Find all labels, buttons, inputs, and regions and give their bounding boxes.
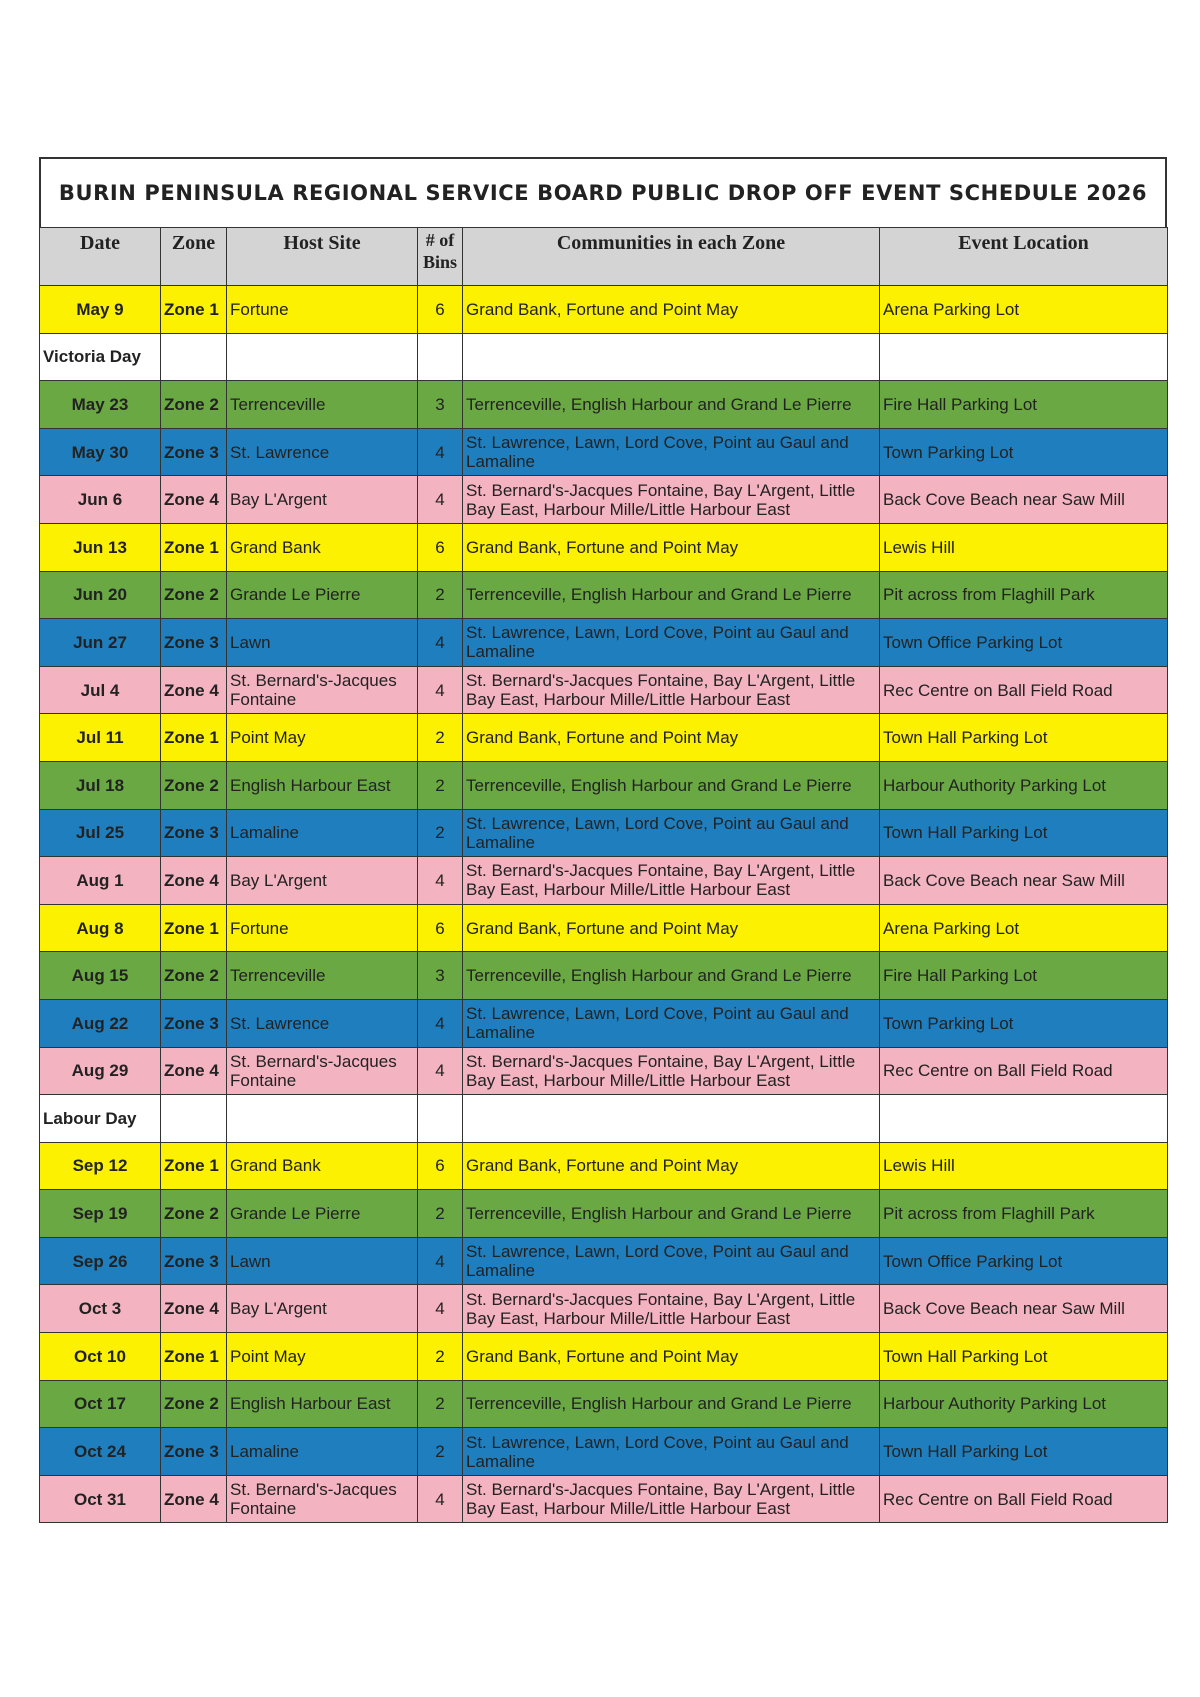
cell-communities: Grand Bank, Fortune and Point May — [463, 286, 880, 334]
schedule-body — [40, 286, 1168, 1523]
cell-communities: St. Lawrence, Lawn, Lord Cove, Point au Gaul and Lamaline — [463, 619, 880, 667]
table-row — [40, 1475, 1168, 1523]
cell-zone: Zone 3 — [161, 428, 227, 476]
cell-bins: 3 — [418, 952, 463, 1000]
cell-date: Sep 26 — [40, 1237, 161, 1285]
cell-host-site: St. Bernard's-Jacques Fontaine — [227, 1475, 418, 1523]
cell-zone: Zone 3 — [161, 619, 227, 667]
cell-bins: 2 — [418, 1380, 463, 1428]
cell-communities: Terrenceville, English Harbour and Grand Le Pierre — [463, 761, 880, 809]
cell-bins: 6 — [418, 904, 463, 952]
table-row — [40, 428, 1168, 476]
cell-communities: St. Bernard's-Jacques Fontaine, Bay L'Argent, Little Bay East, Harbour Mille/Little Harbour East — [463, 476, 880, 524]
cell-communities: Grand Bank, Fortune and Point May — [463, 1142, 880, 1190]
cell-host-site: English Harbour East — [227, 1380, 418, 1428]
cell-date: May 9 — [40, 286, 161, 334]
cell-bins: 6 — [418, 523, 463, 571]
cell-event-location: Fire Hall Parking Lot — [880, 381, 1168, 429]
table-row — [40, 1428, 1168, 1476]
table-row — [40, 1380, 1168, 1428]
table-row — [40, 476, 1168, 524]
cell-date: Sep 12 — [40, 1142, 161, 1190]
cell-host-site: St. Bernard's-Jacques Fontaine — [227, 666, 418, 714]
cell-host-site: Bay L'Argent — [227, 1285, 418, 1333]
cell-communities — [463, 333, 880, 381]
cell-zone: Zone 1 — [161, 1333, 227, 1381]
cell-date: Oct 31 — [40, 1475, 161, 1523]
table-row — [40, 952, 1168, 1000]
table-row — [40, 1190, 1168, 1238]
schedule-table — [39, 227, 1168, 1523]
table-row — [40, 1095, 1168, 1143]
cell-host-site: Lamaline — [227, 1428, 418, 1476]
cell-zone: Zone 1 — [161, 714, 227, 762]
cell-event-location: Town Hall Parking Lot — [880, 1333, 1168, 1381]
table-row — [40, 857, 1168, 905]
cell-communities: Terrenceville, English Harbour and Grand Le Pierre — [463, 571, 880, 619]
cell-date: Oct 17 — [40, 1380, 161, 1428]
header-communities: Communities in each Zone — [463, 228, 880, 286]
cell-event-location: Back Cove Beach near Saw Mill — [880, 857, 1168, 905]
cell-host-site: Terrenceville — [227, 381, 418, 429]
title-box — [39, 157, 1167, 227]
cell-bins: 2 — [418, 1190, 463, 1238]
table-row — [40, 381, 1168, 429]
cell-bins: 2 — [418, 571, 463, 619]
cell-bins: 4 — [418, 1475, 463, 1523]
cell-zone: Zone 4 — [161, 666, 227, 714]
cell-zone: Zone 2 — [161, 952, 227, 1000]
cell-zone: Zone 3 — [161, 999, 227, 1047]
cell-event-location: Back Cove Beach near Saw Mill — [880, 476, 1168, 524]
cell-bins — [418, 333, 463, 381]
cell-event-location — [880, 1095, 1168, 1143]
cell-bins: 6 — [418, 286, 463, 334]
cell-date: Oct 10 — [40, 1333, 161, 1381]
cell-zone: Zone 1 — [161, 286, 227, 334]
cell-bins: 4 — [418, 619, 463, 667]
cell-host-site: Grande Le Pierre — [227, 571, 418, 619]
cell-date: Aug 29 — [40, 1047, 161, 1095]
cell-host-site: Terrenceville — [227, 952, 418, 1000]
cell-zone: Zone 3 — [161, 1428, 227, 1476]
cell-host-site: Bay L'Argent — [227, 476, 418, 524]
cell-host-site: Grande Le Pierre — [227, 1190, 418, 1238]
cell-host-site: Bay L'Argent — [227, 857, 418, 905]
cell-bins: 4 — [418, 476, 463, 524]
cell-bins: 4 — [418, 666, 463, 714]
table-row — [40, 1237, 1168, 1285]
cell-event-location: Back Cove Beach near Saw Mill — [880, 1285, 1168, 1333]
cell-bins: 4 — [418, 1047, 463, 1095]
cell-host-site — [227, 333, 418, 381]
cell-zone: Zone 4 — [161, 1047, 227, 1095]
cell-event-location: Town Office Parking Lot — [880, 1237, 1168, 1285]
cell-bins — [418, 1095, 463, 1143]
table-row — [40, 904, 1168, 952]
cell-zone — [161, 333, 227, 381]
table-row — [40, 571, 1168, 619]
cell-host-site: Fortune — [227, 286, 418, 334]
header-bins: # of Bins — [418, 228, 463, 286]
cell-zone: Zone 1 — [161, 904, 227, 952]
cell-communities: Terrenceville, English Harbour and Grand Le Pierre — [463, 381, 880, 429]
cell-event-location: Town Parking Lot — [880, 428, 1168, 476]
header-date: Date — [40, 228, 161, 286]
cell-host-site: Grand Bank — [227, 1142, 418, 1190]
cell-host-site — [227, 1095, 418, 1143]
cell-communities: St. Bernard's-Jacques Fontaine, Bay L'Argent, Little Bay East, Harbour Mille/Little Harbour East — [463, 1475, 880, 1523]
cell-zone: Zone 2 — [161, 761, 227, 809]
cell-date: Jun 13 — [40, 523, 161, 571]
cell-bins: 4 — [418, 1285, 463, 1333]
cell-communities: Grand Bank, Fortune and Point May — [463, 714, 880, 762]
cell-zone — [161, 1095, 227, 1143]
cell-date: Jun 27 — [40, 619, 161, 667]
table-row — [40, 1333, 1168, 1381]
header-zone: Zone — [161, 228, 227, 286]
cell-date: Labour Day — [40, 1095, 161, 1143]
document-title: BURIN PENINSULA REGIONAL SERVICE BOARD PUBLIC DROP OFF EVENT SCHEDULE 2026 — [58, 181, 1148, 205]
cell-event-location — [880, 333, 1168, 381]
cell-communities: St. Bernard's-Jacques Fontaine, Bay L'Argent, Little Bay East, Harbour Mille/Little Harbour East — [463, 857, 880, 905]
cell-communities: Terrenceville, English Harbour and Grand Le Pierre — [463, 952, 880, 1000]
cell-communities: Grand Bank, Fortune and Point May — [463, 523, 880, 571]
cell-communities: St. Lawrence, Lawn, Lord Cove, Point au Gaul and Lamaline — [463, 999, 880, 1047]
cell-event-location: Town Hall Parking Lot — [880, 1428, 1168, 1476]
cell-date: Aug 15 — [40, 952, 161, 1000]
cell-communities: Terrenceville, English Harbour and Grand Le Pierre — [463, 1380, 880, 1428]
header-event-location: Event Location — [880, 228, 1168, 286]
cell-zone: Zone 4 — [161, 476, 227, 524]
cell-date: Jun 20 — [40, 571, 161, 619]
table-row — [40, 761, 1168, 809]
cell-date: Jun 6 — [40, 476, 161, 524]
cell-event-location: Town Hall Parking Lot — [880, 809, 1168, 857]
cell-date: Victoria Day — [40, 333, 161, 381]
cell-event-location: Fire Hall Parking Lot — [880, 952, 1168, 1000]
table-row — [40, 286, 1168, 334]
cell-date: Sep 19 — [40, 1190, 161, 1238]
cell-zone: Zone 2 — [161, 381, 227, 429]
cell-communities: Terrenceville, English Harbour and Grand Le Pierre — [463, 1190, 880, 1238]
cell-event-location: Rec Centre on Ball Field Road — [880, 1047, 1168, 1095]
cell-event-location: Pit across from Flaghill Park — [880, 571, 1168, 619]
cell-date: Aug 22 — [40, 999, 161, 1047]
cell-zone: Zone 3 — [161, 809, 227, 857]
cell-bins: 2 — [418, 714, 463, 762]
cell-date: May 23 — [40, 381, 161, 429]
cell-host-site: English Harbour East — [227, 761, 418, 809]
cell-communities: St. Lawrence, Lawn, Lord Cove, Point au Gaul and Lamaline — [463, 1428, 880, 1476]
cell-date: Oct 3 — [40, 1285, 161, 1333]
cell-event-location: Rec Centre on Ball Field Road — [880, 666, 1168, 714]
cell-bins: 2 — [418, 809, 463, 857]
cell-zone: Zone 4 — [161, 857, 227, 905]
table-row — [40, 333, 1168, 381]
cell-event-location: Rec Centre on Ball Field Road — [880, 1475, 1168, 1523]
cell-event-location: Harbour Authority Parking Lot — [880, 761, 1168, 809]
table-row — [40, 523, 1168, 571]
cell-date: Aug 1 — [40, 857, 161, 905]
cell-host-site: Fortune — [227, 904, 418, 952]
cell-communities: St. Lawrence, Lawn, Lord Cove, Point au Gaul and Lamaline — [463, 428, 880, 476]
cell-event-location: Arena Parking Lot — [880, 904, 1168, 952]
cell-communities: St. Bernard's-Jacques Fontaine, Bay L'Argent, Little Bay East, Harbour Mille/Little Harbour East — [463, 666, 880, 714]
cell-date: Jul 18 — [40, 761, 161, 809]
cell-bins: 4 — [418, 428, 463, 476]
cell-bins: 4 — [418, 1237, 463, 1285]
cell-host-site: Grand Bank — [227, 523, 418, 571]
header-row — [40, 228, 1168, 286]
cell-host-site: St. Lawrence — [227, 999, 418, 1047]
cell-communities: St. Bernard's-Jacques Fontaine, Bay L'Argent, Little Bay East, Harbour Mille/Little Harbour East — [463, 1047, 880, 1095]
cell-communities — [463, 1095, 880, 1143]
cell-zone: Zone 4 — [161, 1475, 227, 1523]
cell-host-site: Point May — [227, 714, 418, 762]
cell-bins: 2 — [418, 1428, 463, 1476]
cell-zone: Zone 2 — [161, 1380, 227, 1428]
cell-bins: 6 — [418, 1142, 463, 1190]
cell-date: May 30 — [40, 428, 161, 476]
cell-zone: Zone 1 — [161, 523, 227, 571]
cell-communities: St. Lawrence, Lawn, Lord Cove, Point au Gaul and Lamaline — [463, 1237, 880, 1285]
cell-event-location: Town Office Parking Lot — [880, 619, 1168, 667]
cell-event-location: Town Hall Parking Lot — [880, 714, 1168, 762]
cell-event-location: Lewis Hill — [880, 523, 1168, 571]
cell-event-location: Town Parking Lot — [880, 999, 1168, 1047]
cell-host-site: Lawn — [227, 1237, 418, 1285]
cell-date: Oct 24 — [40, 1428, 161, 1476]
table-row — [40, 809, 1168, 857]
cell-host-site: Lawn — [227, 619, 418, 667]
cell-bins: 2 — [418, 761, 463, 809]
header-host-site: Host Site — [227, 228, 418, 286]
cell-communities: Grand Bank, Fortune and Point May — [463, 1333, 880, 1381]
cell-event-location: Pit across from Flaghill Park — [880, 1190, 1168, 1238]
cell-zone: Zone 4 — [161, 1285, 227, 1333]
cell-communities: St. Bernard's-Jacques Fontaine, Bay L'Argent, Little Bay East, Harbour Mille/Little Harbour East — [463, 1285, 880, 1333]
cell-bins: 4 — [418, 999, 463, 1047]
cell-bins: 2 — [418, 1333, 463, 1381]
schedule-document — [39, 157, 1167, 1523]
table-row — [40, 666, 1168, 714]
cell-date: Jul 25 — [40, 809, 161, 857]
cell-communities: St. Lawrence, Lawn, Lord Cove, Point au Gaul and Lamaline — [463, 809, 880, 857]
cell-host-site: St. Lawrence — [227, 428, 418, 476]
cell-host-site: Point May — [227, 1333, 418, 1381]
cell-date: Aug 8 — [40, 904, 161, 952]
cell-zone: Zone 1 — [161, 1142, 227, 1190]
table-row — [40, 1285, 1168, 1333]
table-row — [40, 1142, 1168, 1190]
cell-bins: 3 — [418, 381, 463, 429]
cell-host-site: St. Bernard's-Jacques Fontaine — [227, 1047, 418, 1095]
cell-zone: Zone 3 — [161, 1237, 227, 1285]
cell-event-location: Arena Parking Lot — [880, 286, 1168, 334]
cell-date: Jul 4 — [40, 666, 161, 714]
cell-bins: 4 — [418, 857, 463, 905]
cell-communities: Grand Bank, Fortune and Point May — [463, 904, 880, 952]
cell-event-location: Lewis Hill — [880, 1142, 1168, 1190]
cell-event-location: Harbour Authority Parking Lot — [880, 1380, 1168, 1428]
cell-date: Jul 11 — [40, 714, 161, 762]
table-row — [40, 999, 1168, 1047]
cell-host-site: Lamaline — [227, 809, 418, 857]
table-row — [40, 714, 1168, 762]
table-row — [40, 1047, 1168, 1095]
table-row — [40, 619, 1168, 667]
cell-zone: Zone 2 — [161, 1190, 227, 1238]
cell-zone: Zone 2 — [161, 571, 227, 619]
